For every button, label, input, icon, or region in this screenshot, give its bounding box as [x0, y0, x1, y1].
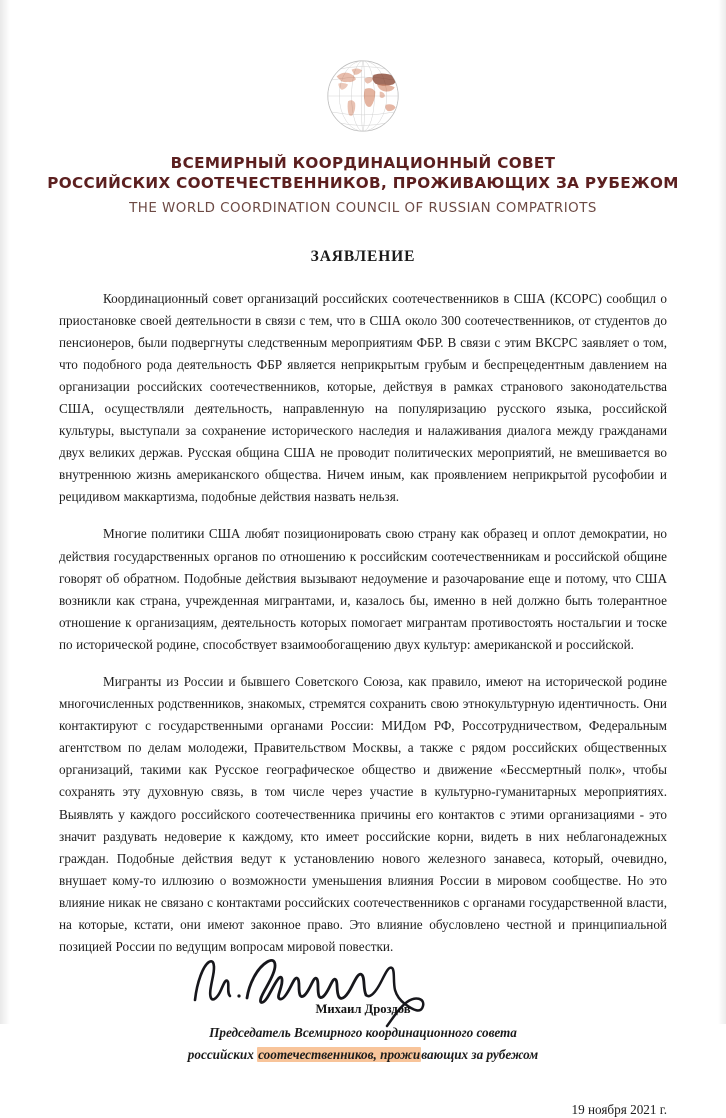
signer-role-line2: [59, 1044, 667, 1066]
letterhead: [0, 0, 726, 216]
document-title: ЗАЯВЛЕНИЕ: [310, 247, 416, 265]
paragraph-2: Многие политики США любят позиционировать свою страну как образец и оплот демократии, но действия государственных органов по отношению к российским соотечественникам и российской общине говорят об обратном. Подобные действия вызывают недоумение и разочарование еще и потому, что США возникли как страна, учрежденная мигрантами, и, казалось бы, именно в ней должно быть толерантное отношение к организациям, деятельность которых помогает мигрантам противостоять ностальгии и тоске по исторической родине, способствует взаимообогащению двух культур: американской и российской.: [59, 526, 667, 652]
role-line2-part1: российских: [187, 1047, 258, 1063]
signer-role-line1: Председатель Всемирного координационного совета: [209, 1025, 517, 1041]
org-name-ru-line2: РОССИЙСКИХ СООТЕЧЕСТВЕННИКОВ, ПРОЖИВАЮЩИХ ЗА РУБЕЖОМ: [47, 173, 679, 192]
document-body: [59, 266, 667, 959]
org-name-en: THE WORLD COORDINATION COUNCIL OF RUSSIAN COMPATRIOTS: [129, 200, 597, 216]
document-date: 19 ноября 2021 г.: [571, 1102, 667, 1118]
org-name-ru-line1: ВСЕМИРНЫЙ КООРДИНАЦИОННЫЙ СОВЕТ: [170, 154, 556, 172]
signer-role: [59, 1022, 667, 1066]
org-name-ru: [0, 154, 726, 194]
handwritten-signature-icon: [187, 946, 477, 1032]
paragraph-1: Координационный совет организаций российских соотечественников в США (КСОРС) сообщил о приостановке своей деятельности в связи с тем, что в США около 300 соотечественников, от студентов до пенсионеров, были подвергнуты следственным мероприятиям ФБР. В связи с этим ВКСРС заявляет о том, что подобного рода деятельность ФБР является неприкрытым грубым и беспрецедентным давлением на организации российских соотечественников, которые, действуя в рамках странового законодательства США, осуществляли деятельность, направленную на популяризацию русского языка, российской культуры, выступали за сохранение исторического наследия и налаживания диалога между гражданами двух великих держав. Русская община США не проводит политических мероприятий, не вмешивается во внутреннюю жизнь американского общества. Ничем иным, как проявлением неприкрытой русофобии и рецидивом маккартизма, подобные действия назвать нельзя.: [59, 290, 667, 505]
role-line2-part3: вающих за рубежом: [421, 1047, 539, 1063]
signer-name: Михаил Дроздов: [315, 1002, 411, 1017]
paragraph-3: Мигранты из России и бывшего Советского Союза, как правило, имеют на исторической родине многочисленных родственников, знакомых, стремятся сохранить свою этнокультурную идентичность. Они контактируют с государственными органами России: МИДом РФ, Россотрудничеством, Федеральным агентством по делам молодежи, Правительством Москвы, а также с рядом российских общественных организаций, такими как Русское географическое общество и движение «Бессмертный полк», чтобы сохранять эту духовную связь, в том числе через участие в культурно-гуманитарных мероприятиях. Выявлять у каждого российского соотечественника причины его контактов с этими организациями - это значит раздувать недоверие к каждому, кто имеет российские корни, видеть в них неблагонадежных граждан. Подобные действия ведут к установлению нового железного занавеса, который, очевидно, внушает кому-то иллюзию о возможности уменьшения влияния России в мировом сообществе. Но это влияние никак не связано с контактами российских соотечественников с органами государственной власти, на которые, кстати, они имеют законное право. Это влияние обусловлено честной и принципиальной позицией России по ведущим вопросам мировой повестки.: [59, 674, 667, 955]
role-line2-highlighted: соотечественников, прожи: [258, 1047, 421, 1063]
logo-container: [0, 50, 726, 142]
signature-block: [59, 958, 667, 1078]
globe-icon: [319, 52, 407, 140]
